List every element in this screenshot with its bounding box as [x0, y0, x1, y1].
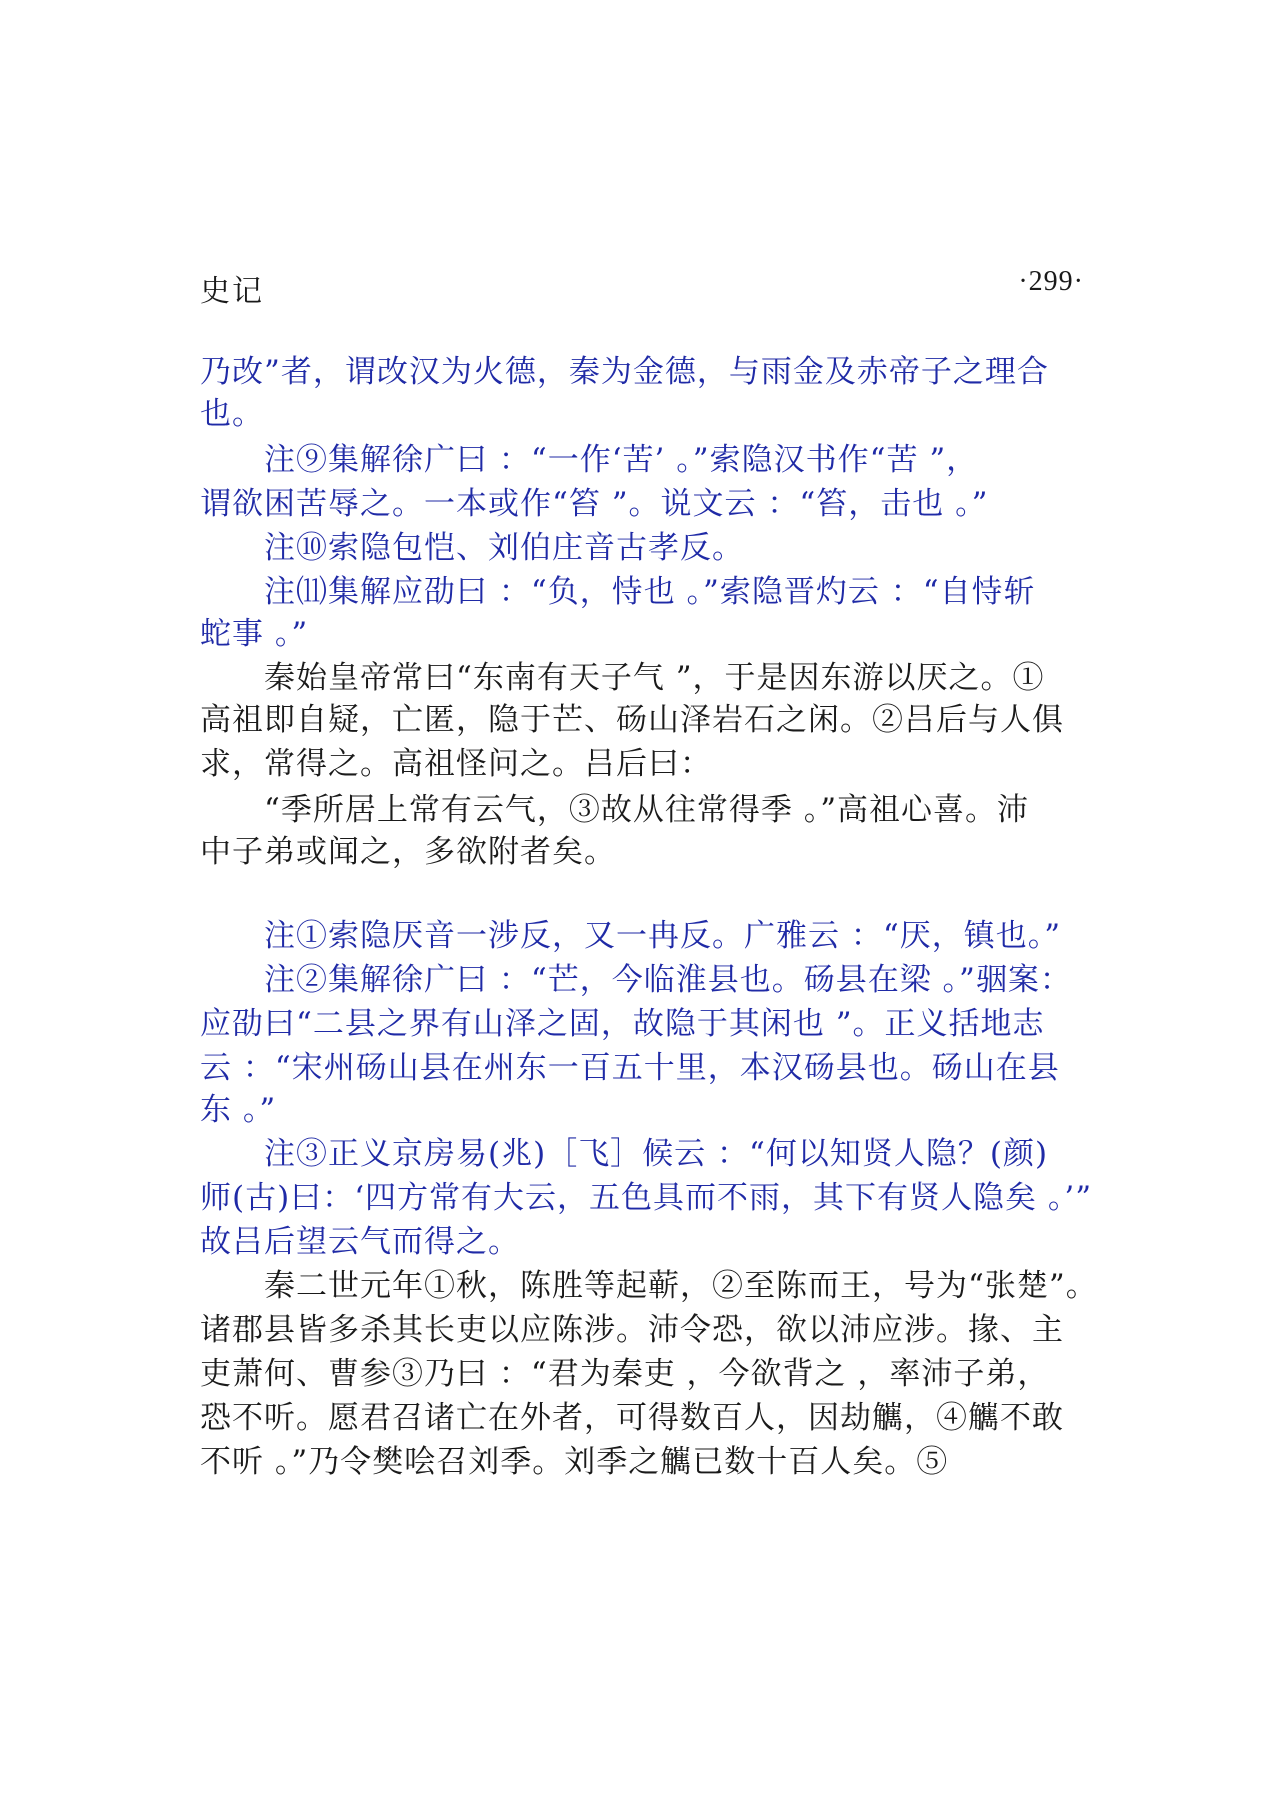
note-line: 注①索隐厌音一涉反，又一冉反。广雅云 ：“厌，镇也。”	[264, 918, 1062, 954]
note-line: 注③正义京房易(兆)［飞］候云 ：“何以知贤人隐？(颜)	[264, 1136, 1049, 1172]
page-header	[200, 266, 1084, 309]
text-line: 求，常得之。高祖怪问之。吕后曰：	[200, 746, 712, 782]
note-line: 注⑾集解应劭曰 ：“负，恃也 。”索隐晋灼云 ：“自恃斩	[264, 574, 1036, 610]
text-line: 秦二世元年①秋，陈胜等起蕲，②至陈而王，号为“张楚”。	[264, 1268, 1098, 1304]
note-line: 谓欲困苦辱之。一本或作“笞 ”。说文云 ：“笞，击也 。”	[200, 486, 989, 522]
note-line: 应劭曰“二县之界有山泽之固，故隐于其闲也 ”。正义括地志	[200, 1006, 1045, 1042]
note-line: 云 ：“宋州砀山县在州东一百五十里，本汉砀县也。砀山在县	[200, 1050, 1060, 1086]
note-line: 蛇事 。”	[200, 616, 309, 652]
note-line: 注⑩索隐包恺、刘伯庄音古孝反。	[264, 530, 744, 566]
note-line: 东 。”	[200, 1092, 277, 1128]
note-line: 乃改”者，谓改汉为火德，秦为金德，与雨金及赤帝子之理合	[200, 354, 1049, 390]
book-title: 史记	[200, 274, 264, 309]
text-line: 中子弟或闻之，多欲附者矣。	[200, 834, 616, 870]
page-number: ·299·	[1018, 266, 1084, 297]
text-line: 吏萧何、曹参③乃曰 ：“君为秦吏 ，今欲背之 ，率沛子弟，	[200, 1356, 1050, 1392]
note-line: 也。	[200, 396, 264, 432]
note-line: 注⑨集解徐广曰 ：“一作‘苦’ 。”索隐汉书作“苦 ”，	[264, 442, 979, 478]
note-line: 故吕后望云气而得之。	[200, 1224, 520, 1260]
text-line: 秦始皇帝常曰“东南有天子气 ”，于是因东游以厌之。①	[264, 660, 1045, 696]
text-line: 诸郡县皆多杀其长吏以应陈涉。沛令恐，欲以沛应涉。掾、主	[200, 1312, 1064, 1348]
text-line: 不听 。”乃令樊哙召刘季。刘季之觽已数十百人矣。⑤	[200, 1444, 949, 1480]
text-line: “季所居上常有云气，③故从往常得季 。”高祖心喜。沛	[264, 792, 1030, 828]
text-line: 高祖即自疑，亡匿，隐于芒、砀山泽岩石之闲。②吕后与人俱	[200, 702, 1064, 738]
note-line: 师(古)曰：‘四方常有大云，五色具而不雨，其下有贤人隐矣 。’”	[200, 1180, 1093, 1216]
note-line: 注②集解徐广曰 ：“芒，今临淮县也。砀县在梁 。”骃案：	[264, 962, 1072, 998]
text-line: 恐不听。愿君召诸亡在外者，可得数百人，因劫觽，④觽不敢	[200, 1400, 1064, 1436]
